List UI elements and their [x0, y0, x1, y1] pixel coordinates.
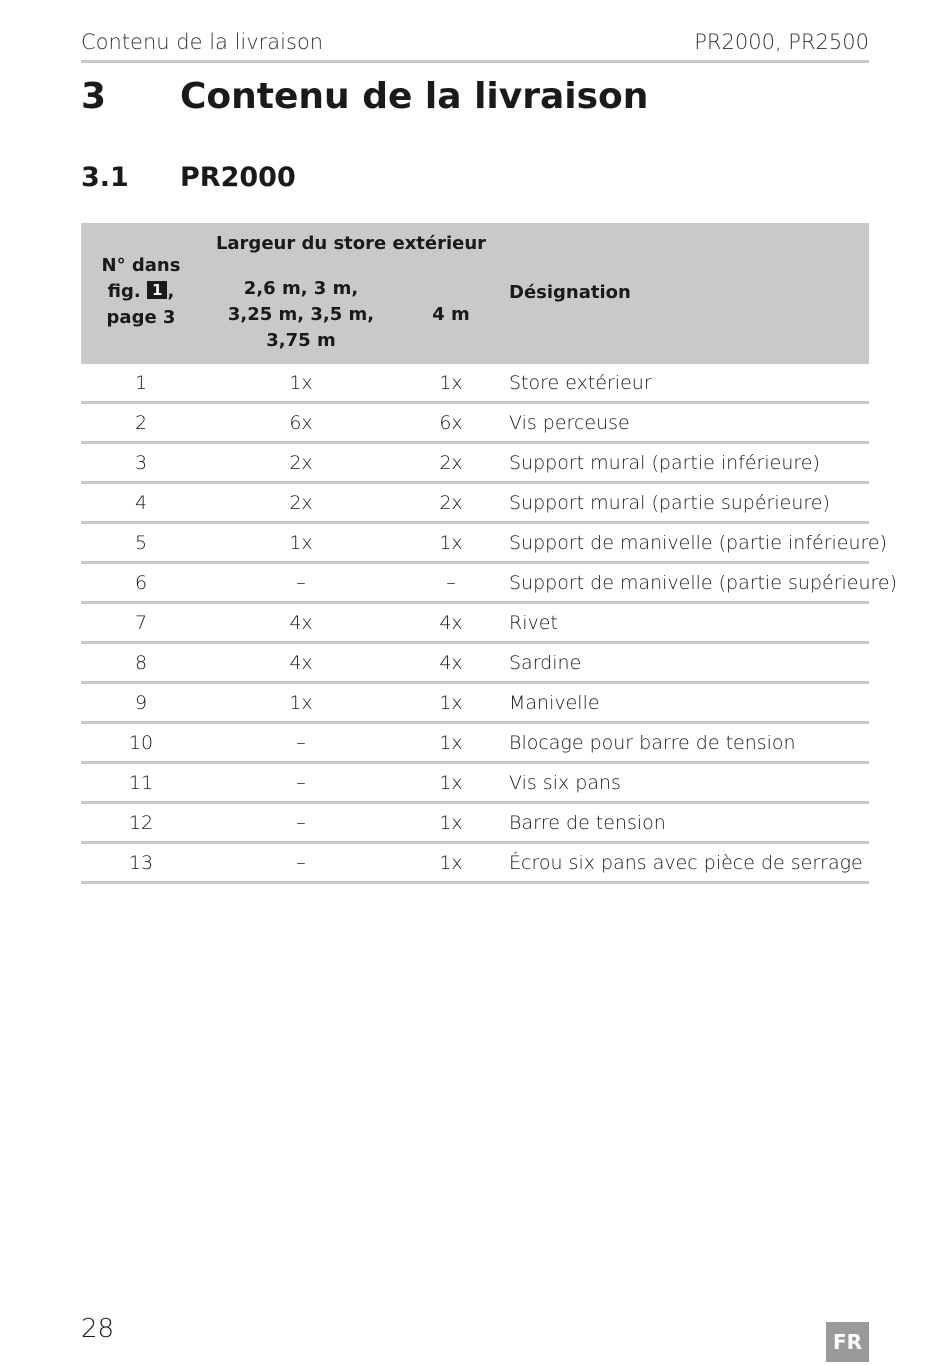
cell-number: 6 — [134, 572, 148, 594]
header-fig-label: fig. — [107, 281, 141, 302]
cell-number: 2 — [134, 412, 148, 434]
header-cell-width-large: 4 m — [432, 304, 470, 325]
cell-qty-large: 1x — [439, 772, 463, 794]
table-row — [81, 764, 869, 804]
running-header-model: PR2000, PR2500 — [694, 30, 869, 54]
table-row — [81, 564, 898, 604]
cell-qty-large: 6x — [439, 412, 463, 434]
table-row — [81, 524, 888, 564]
cell-number: 3 — [134, 452, 148, 474]
cell-designation: Vis perceuse — [509, 412, 630, 434]
cell-qty-large: 4x — [439, 612, 463, 634]
table-row — [81, 444, 869, 484]
table-row — [81, 404, 869, 444]
cell-designation: Manivelle — [509, 692, 600, 714]
cell-qty-large: 2x — [439, 452, 463, 474]
section-number: 3 — [81, 76, 107, 117]
table-row — [81, 484, 869, 524]
header-cell-designation: Désignation — [509, 282, 631, 303]
running-header-title: Contenu de la livraison — [81, 30, 324, 54]
table-row — [81, 844, 869, 884]
table-row — [81, 364, 869, 404]
cell-designation: Support mural (partie supérieure) — [509, 492, 830, 514]
cell-number: 9 — [134, 692, 148, 714]
cell-qty-small: – — [296, 732, 306, 754]
header-width-line3: 3,75 m — [266, 330, 336, 351]
cell-qty-large: 1x — [439, 532, 463, 554]
cell-designation: Support de manivelle (partie inférieure) — [509, 532, 888, 554]
cell-number: 5 — [134, 532, 148, 554]
cell-designation: Sardine — [509, 652, 582, 674]
cell-designation: Rivet — [509, 612, 558, 634]
header-fig-comma: , — [167, 281, 175, 302]
cell-designation: Vis six pans — [509, 772, 621, 794]
cell-qty-small: 1x — [289, 372, 313, 394]
cell-qty-small: 2x — [289, 452, 313, 474]
table-row — [81, 804, 869, 844]
cell-number: 8 — [134, 652, 148, 674]
cell-qty-large: 4x — [439, 652, 463, 674]
cell-qty-small: 4x — [289, 652, 313, 674]
header-number-line3: page 3 — [106, 307, 176, 328]
cell-qty-small: – — [296, 772, 306, 794]
cell-qty-small: 4x — [289, 612, 313, 634]
header-width-line2: 3,25 m, 3,5 m, — [227, 304, 375, 325]
header-cell-width-group: Largeur du store extérieur — [215, 233, 487, 254]
page-number: 28 — [81, 1314, 115, 1344]
cell-designation: Barre de tension — [509, 812, 666, 834]
cell-qty-small: – — [296, 572, 306, 594]
cell-qty-large: – — [446, 572, 456, 594]
table-row — [81, 724, 869, 764]
header-width-line1: 2,6 m, 3 m, — [243, 278, 359, 299]
cell-number: 10 — [128, 732, 154, 754]
header-cell-width-small — [211, 276, 391, 354]
subsection-title: PR2000 — [180, 162, 296, 193]
cell-number: 11 — [128, 772, 154, 794]
cell-qty-large: 1x — [439, 732, 463, 754]
cell-designation: Écrou six pans avec pièce de serrage — [509, 852, 863, 874]
language-badge: FR — [826, 1322, 869, 1362]
table-row — [81, 604, 869, 644]
subsection-number: 3.1 — [81, 162, 129, 193]
delivery-contents-table — [81, 223, 898, 884]
cell-number: 4 — [134, 492, 148, 514]
cell-qty-large: 2x — [439, 492, 463, 514]
figure-reference-badge: 1 — [147, 281, 167, 299]
cell-designation: Store extérieur — [509, 372, 652, 394]
cell-designation: Support de manivelle (partie supérieure) — [509, 572, 898, 594]
header-divider — [81, 60, 869, 63]
cell-qty-small: – — [296, 852, 306, 874]
table-header — [81, 223, 869, 364]
header-cell-number — [81, 253, 201, 331]
cell-qty-small: 6x — [289, 412, 313, 434]
table-row — [81, 644, 869, 684]
cell-qty-small: 2x — [289, 492, 313, 514]
cell-qty-large: 1x — [439, 372, 463, 394]
cell-qty-large: 1x — [439, 812, 463, 834]
cell-qty-small: – — [296, 812, 306, 834]
cell-number: 1 — [134, 372, 148, 394]
cell-qty-small: 1x — [289, 692, 313, 714]
cell-designation: Support mural (partie inférieure) — [509, 452, 820, 474]
cell-designation: Blocage pour barre de tension — [509, 732, 796, 754]
table-row — [81, 684, 869, 724]
cell-number: 7 — [134, 612, 148, 634]
cell-qty-large: 1x — [439, 852, 463, 874]
cell-qty-small: 1x — [289, 532, 313, 554]
section-title: Contenu de la livraison — [180, 76, 649, 117]
cell-qty-large: 1x — [439, 692, 463, 714]
header-number-line1: N° dans — [101, 255, 181, 276]
cell-number: 12 — [128, 812, 154, 834]
cell-number: 13 — [128, 852, 154, 874]
header-number-line2 — [81, 279, 201, 305]
